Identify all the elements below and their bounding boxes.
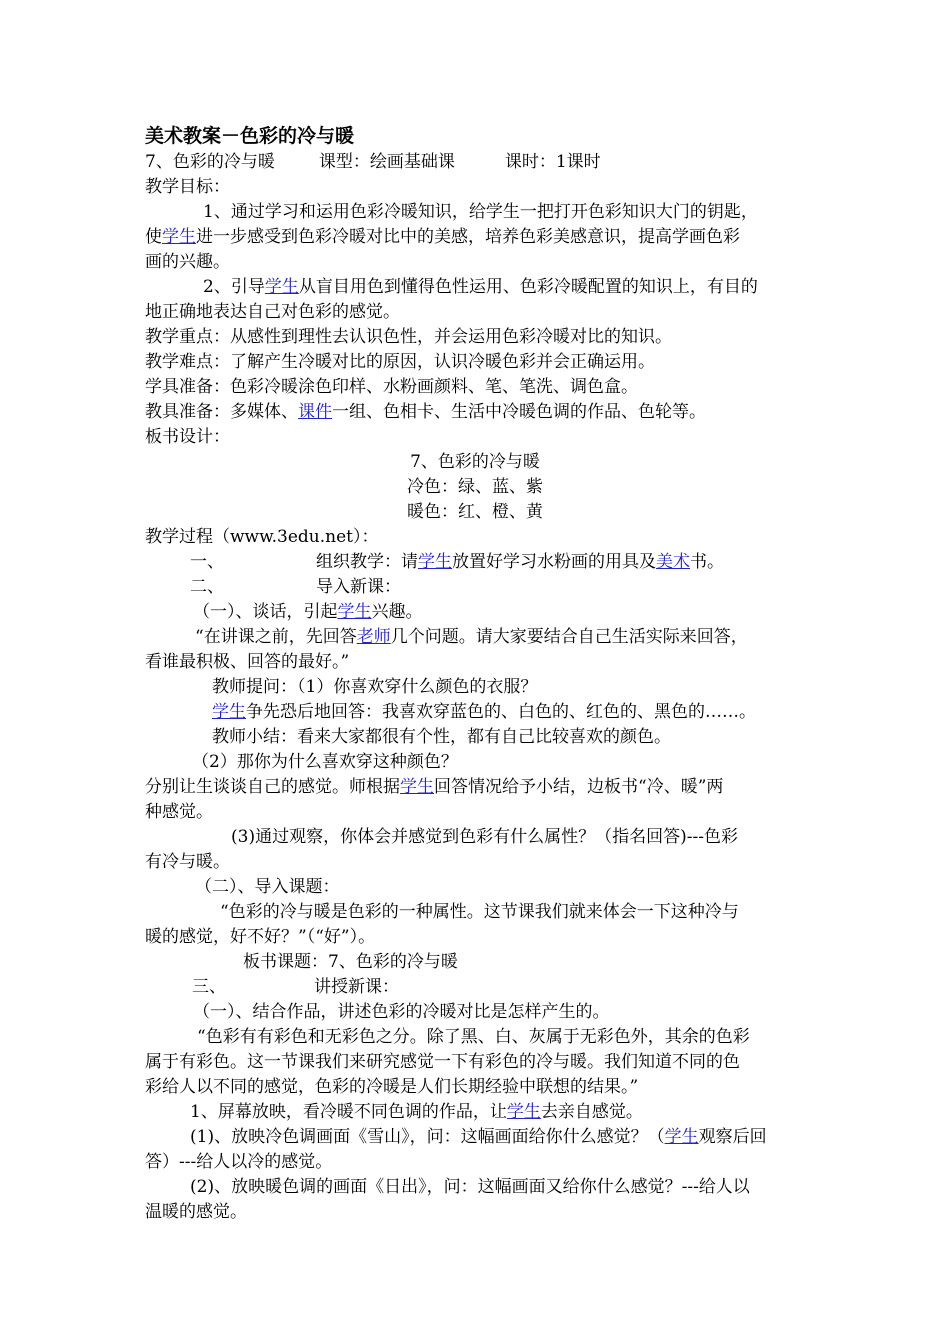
quote-3-line-2: 属于有彩色。这一节课我们来研究感觉一下有彩色的冷与暖。我们知道不同的色	[145, 1052, 740, 1072]
board-warm: 暖色：红、橙、黄	[407, 502, 543, 522]
difficult-points: 教学难点：了解产生冷暖对比的原因，认识冷暖色彩并会正确运用。	[145, 352, 655, 372]
feeling-line-2: 种感觉。	[145, 802, 213, 822]
question-3-line-1: (3)通过观察，你体会并感觉到色彩有什么属性？（指名回答)---色彩	[231, 827, 738, 847]
board-label: 板书设计：	[145, 427, 230, 447]
quote-1-line-1: “在讲课之前，先回答老师几个问题。请大家要结合自己生活实际来回答，	[195, 627, 748, 647]
step-2: 二、 导入新课：	[190, 577, 401, 597]
lesson-name: 7、色彩的冷与暖	[145, 152, 275, 172]
teacher-summary-1: 教师小结：看来大家都很有个性，都有自己比较喜欢的颜色。	[212, 727, 671, 747]
goal-1-line-3: 画的兴趣。	[145, 252, 230, 272]
step-2-part-2: （二）、导入课题：	[195, 877, 340, 897]
goal-2-line-2: 地正确地表达自己对色彩的感觉。	[145, 302, 400, 322]
teacher-question-2: （2）那你为什么喜欢穿这种颜色？	[192, 752, 458, 772]
step-3-part-1: （一）、结合作品，讲述色彩的冷暖对比是怎样产生的。	[193, 1002, 610, 1022]
quote-3-line-3: 彩给人以不同的感觉，色彩的冷暖是人们长期经验中联想的结果。”	[145, 1077, 639, 1097]
quote-1-line-2: 看谁最积极、回答的最好。”	[145, 652, 350, 672]
student-link[interactable]: 学生	[337, 602, 372, 622]
step-3: 三、 讲授新课：	[192, 977, 399, 997]
question-3-line-2: 有冷与暖。	[145, 852, 230, 872]
warm-picture-line-2: 温暖的感觉。	[145, 1202, 247, 1222]
goal-2-line-1: 2、引导学生从盲目用色到懂得色性运用、色彩冷暖配置的知识上，有目的	[203, 277, 758, 297]
teacher-question-1: 教师提问：（1）你喜欢穿什么颜色的衣服？	[212, 677, 538, 697]
step-1: 一、 组织教学：请学生放置好学习水粉画的用具及美术书。	[190, 552, 724, 572]
lesson-type: 课型：绘画基础课	[318, 152, 455, 172]
student-link[interactable]: 学生	[212, 702, 246, 722]
student-link[interactable]: 学生	[506, 1102, 541, 1122]
lesson-header	[145, 150, 815, 175]
cold-picture-line-2: 答）---给人以冷的感觉。	[145, 1152, 333, 1172]
student-link[interactable]: 学生	[418, 552, 452, 572]
goals-label: 教学目标：	[145, 177, 230, 197]
goal-1-line-2: 使学生进一步感受到色彩冷暖对比中的美感，培养色彩美感意识，提高学画色彩	[145, 227, 740, 247]
courseware-link[interactable]: 课件	[298, 402, 332, 422]
process-label: 教学过程（www.3edu.net）：	[145, 527, 379, 547]
quote-2-line-1: “色彩的冷与暖是色彩的一种属性。这节课我们就来体会一下这种冷与	[220, 902, 739, 922]
board-topic: 板书课题：7、色彩的冷与暖	[243, 952, 458, 972]
feeling-line-1: 分别让生谈谈自己的感觉。师根据学生回答情况给予小结，边板书“冷、暖”两	[145, 777, 724, 797]
student-link[interactable]: 学生	[400, 777, 434, 797]
art-link[interactable]: 美术	[656, 552, 690, 572]
board-cold: 冷色：绿、蓝、紫	[407, 477, 543, 497]
teacher-tools: 教具准备：多媒体、课件一组、色相卡、生活中冷暖色调的作品、色轮等。	[145, 402, 706, 422]
document-title: 美术教案－色彩的冷与暖	[145, 125, 355, 147]
student-link[interactable]: 学生	[264, 277, 299, 297]
screen-works: 1、屏幕放映，看冷暖不同色调的作品，让学生去亲自感觉。	[190, 1102, 643, 1122]
board-title: 7、色彩的冷与暖	[410, 452, 540, 472]
student-link[interactable]: 学生	[162, 227, 196, 247]
student-link[interactable]: 学生	[664, 1127, 699, 1147]
key-points: 教学重点：从感性到理性去认识色性，并会运用色彩冷暖对比的知识。	[145, 327, 672, 347]
student-tools: 学具准备：色彩冷暖涂色印样、水粉画颜料、笔、笔洗、调色盒。	[145, 377, 638, 397]
lesson-hours: 课时：1课时	[504, 152, 601, 172]
warm-picture-line-1: (2)、放映暖色调的画面《日出》，问：这幅画面又给你什么感觉？---给人以	[190, 1177, 750, 1197]
student-answer-1: 学生争先恐后地回答：我喜欢穿蓝色的、白色的、红色的、黑色的……。	[212, 702, 756, 722]
quote-2-line-2: 暖的感觉，好不好？”（“好”）。	[145, 927, 376, 947]
teacher-link[interactable]: 老师	[356, 627, 391, 647]
goal-1-line-1: 1、通过学习和运用色彩冷暖知识，给学生一把打开色彩知识大门的钥匙，	[203, 202, 758, 222]
step-2-part-1: （一）、谈话，引起学生兴趣。	[193, 602, 423, 622]
quote-3-line-1: “色彩有有彩色和无彩色之分。除了黑、白、灰属于无彩色外，其余的色彩	[197, 1027, 750, 1047]
cold-picture-line-1: (1)、放映冷色调画面《雪山》，问：这幅画面给你什么感觉？（学生观察后回	[190, 1127, 767, 1147]
